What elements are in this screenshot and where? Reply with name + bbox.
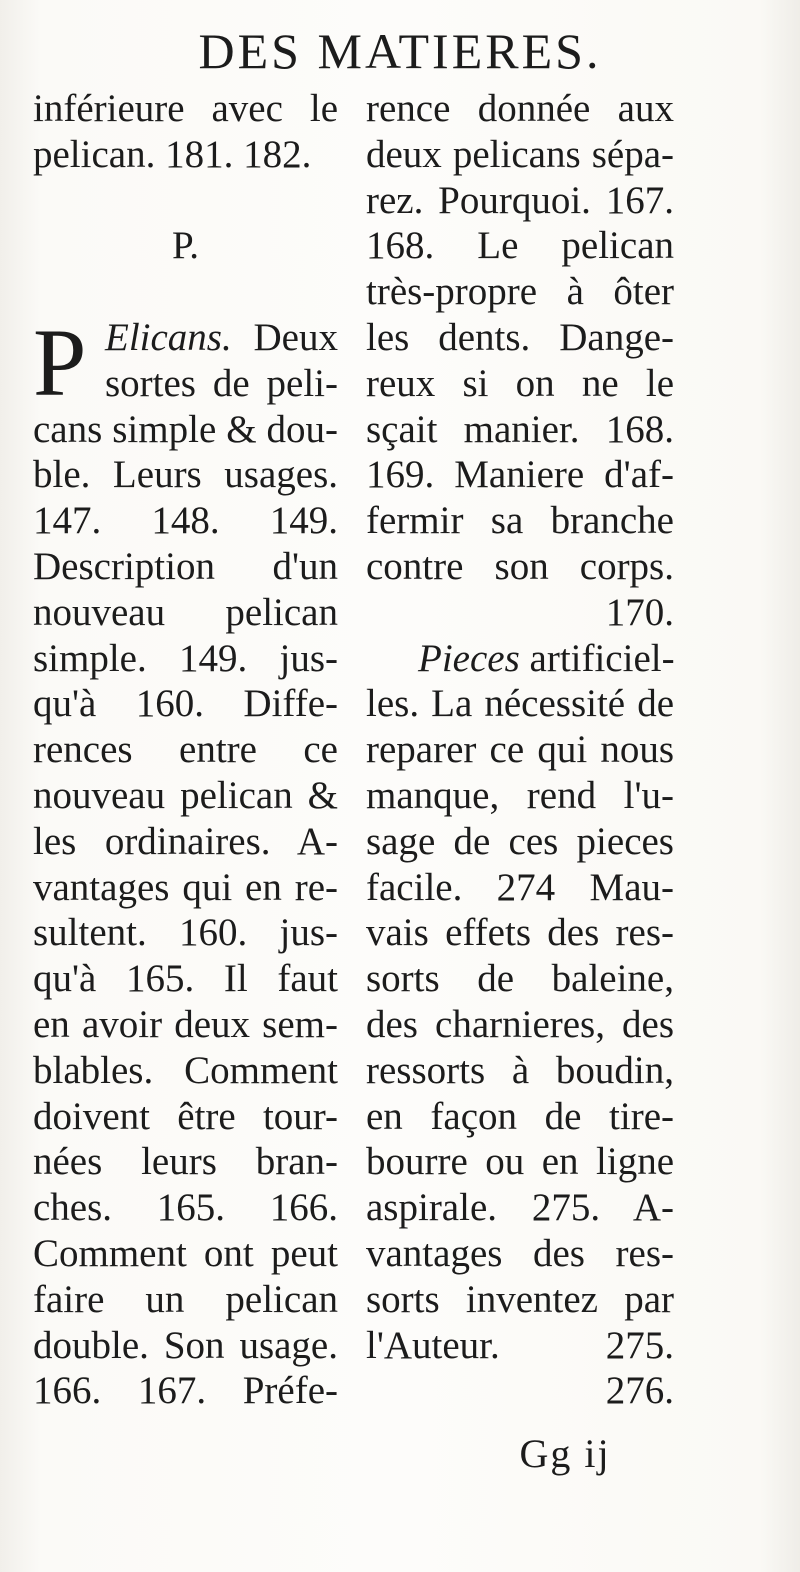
text-line: contre son corps. xyxy=(366,544,674,588)
section-letter: P. xyxy=(171,224,200,268)
text-line: vantages des res- xyxy=(366,1231,674,1275)
text-line: 169. Maniere d'af- xyxy=(366,453,674,497)
text-line: faire un pelican xyxy=(33,1277,338,1321)
text-line: qu'à 165. Il faut xyxy=(33,957,338,1001)
text-line: Comment ont peut xyxy=(33,1231,338,1275)
text-line: 168. Le pelican xyxy=(366,224,674,268)
text-line: Elicans. Deux xyxy=(105,315,338,359)
text-line: reparer ce qui nous xyxy=(366,728,674,772)
text-line: sortes de peli- xyxy=(105,361,338,405)
text-line: inférieure avec le xyxy=(33,87,338,130)
text-line: sçait manier. 168. xyxy=(366,407,674,451)
page-reference: 170. xyxy=(605,590,674,634)
text-line: facile. 274 Mau- xyxy=(366,865,674,909)
page-reference: 275. xyxy=(605,1323,674,1367)
entry-keyword: Elicans. xyxy=(105,315,232,359)
text-line: deux pelicans sépa- xyxy=(366,132,674,176)
text-line: ble. Leurs usages. xyxy=(33,453,338,497)
text-line: reux si on ne le xyxy=(366,361,674,405)
text-line: les ordinaires. A- xyxy=(33,819,338,863)
text-line: nées leurs bran- xyxy=(33,1140,338,1184)
entry-keyword: Pieces xyxy=(418,636,520,680)
text-line: aspirale. 275. A- xyxy=(366,1186,674,1230)
text-line: en avoir deux sem- xyxy=(33,1002,338,1046)
text-line: des charnieres, des xyxy=(366,1002,674,1046)
text-line: rences entre ce xyxy=(33,728,338,772)
text-line: bourre ou en ligne xyxy=(366,1140,674,1184)
entry-pieces: Pieces artificiel- xyxy=(418,636,675,680)
text-line: l'Auteur. 275. xyxy=(366,1323,674,1367)
text-line: 147. 148. 149. xyxy=(33,499,338,543)
page-header: DES MATIERES. xyxy=(198,23,602,79)
text-line: cans simple & dou- xyxy=(33,407,338,451)
text-line: vantages qui en re- xyxy=(33,865,338,909)
text-line: sage de ces pieces xyxy=(366,819,674,863)
text-line: qu'à 160. Diffe- xyxy=(33,682,338,726)
text-line: double. Son usage. xyxy=(33,1323,338,1367)
text-line: en façon de tire- xyxy=(366,1094,674,1138)
text-line: les dents. Dange- xyxy=(366,315,674,359)
entry-pelicans xyxy=(33,308,338,416)
text-line: blables. Comment xyxy=(33,1048,338,1092)
text-line: 166. 167. Préfe- xyxy=(33,1369,338,1413)
text-line: sultent. 160. jus- xyxy=(33,911,338,955)
text-line: manque, rend l'u- xyxy=(366,773,674,817)
page-reference: 276. xyxy=(605,1369,674,1413)
text-line: ches. 165. 166. xyxy=(33,1186,338,1230)
text-line: très-propre à ôter xyxy=(366,270,674,314)
text-line: sorts de baleine, xyxy=(366,957,674,1001)
text-line: nouveau pelican & xyxy=(33,773,338,817)
left-column xyxy=(33,86,338,1414)
text-line: Description d'un xyxy=(33,544,338,588)
text-line: les. La nécessité de xyxy=(366,682,674,726)
text-line: sorts inventez par xyxy=(366,1277,674,1321)
text-line: doivent être tour- xyxy=(33,1094,338,1138)
right-column xyxy=(366,86,674,1414)
text-line: ressorts à boudin, xyxy=(366,1048,674,1092)
text-line: rence donnée aux xyxy=(366,87,674,130)
text-line: vais effets des res- xyxy=(366,911,674,955)
text-line: nouveau pelican xyxy=(33,590,338,634)
text-line: pelican. 181. 182. xyxy=(33,132,312,176)
text-line: rez. Pourquoi. 167. xyxy=(366,178,674,222)
text-line: simple. 149. jus- xyxy=(33,636,338,680)
drop-cap: P xyxy=(33,308,87,416)
text-line: fermir sa branche xyxy=(366,499,674,543)
signature-mark: Gg ij xyxy=(519,1431,611,1476)
